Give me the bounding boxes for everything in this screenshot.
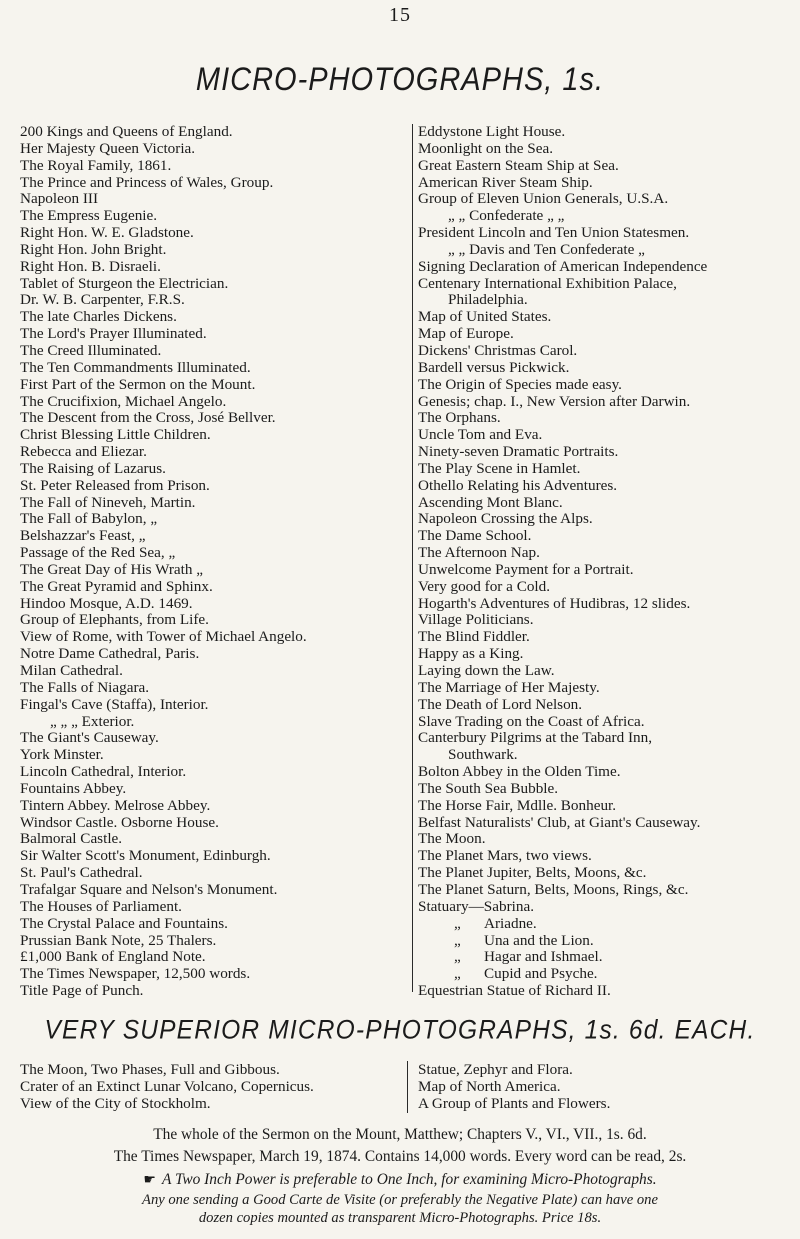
right-list-item [418,966,793,983]
left-list-item: The Lord's Prayer Illuminated. [20,325,207,343]
right-list-item: Slave Trading on the Coast of Africa. [418,712,645,730]
right-list-item: Ascending Mont Blanc. [418,493,563,511]
right-list-item: Belfast Naturalists' Club, at Giant's Causeway. [418,813,701,831]
left-list-item: Sir Walter Scott's Monument, Edinburgh. [20,847,271,865]
left-list-item: Rebecca and Eliezar. [20,443,147,461]
right-list-item: Southwark. [448,746,518,764]
superior-section-title: VERY SUPERIOR MICRO-PHOTOGRAPHS, 1s. 6d. EACH. [44,1015,756,1046]
sermon-line: The whole of the Sermon on the Mount, Matthew; Chapters V., VI., VII., 1s. 6d. [153,1126,647,1143]
left-list-item: The Great Day of His Wrath „ [20,560,203,578]
right-list-item: Equestrian Statue of Richard II. [418,982,611,1000]
left-list-item: Her Majesty Queen Victoria. [20,139,196,157]
left-list-item: Tintern Abbey. Melrose Abbey. [20,796,211,814]
right-list-item: Map of Europe. [418,325,514,343]
left-list-item: Windsor Castle. Osborne House. [20,813,219,831]
power-note [0,1171,800,1189]
superior-right-item: A Group of Plants and Flowers. [418,1095,611,1112]
power-note-text: A Two Inch Power is preferable to One Inch, for examining Micro-Photographs. [161,1171,657,1188]
superior-right-column [418,1061,610,1112]
left-list-item: The Fall of Babylon, „ [20,510,158,528]
right-list-item: Very good for a Cold. [418,577,551,595]
right-list-item: Great Eastern Steam Ship at Sea. [418,156,619,174]
left-list-item: 200 Kings and Queens of England. [20,123,233,140]
ditto-mark: „ [454,931,461,949]
left-list-item: View of Rome, with Tower of Michael Angelo. [20,628,307,646]
right-list-item: Hogarth's Adventures of Hudibras, 12 slides. [418,594,691,612]
left-list-item: Passage of the Red Sea, „ [20,544,176,562]
page-number: 15 [389,4,411,26]
right-list-item: Village Politicians. [418,611,534,629]
left-list-item: Trafalgar Square and Nelson's Monument. [20,880,278,898]
right-list-item: Dickens' Christmas Carol. [418,341,578,359]
left-list-item: The Falls of Niagara. [20,678,150,696]
superior-left-item: The Moon, Two Phases, Full and Gibbous. [20,1061,280,1078]
right-list-item: Ninety-seven Dramatic Portraits. [418,443,619,461]
left-list-item: The Prince and Princess of Wales, Group. [20,173,274,191]
right-list-item: „ „ Davis and Ten Confederate „ [448,240,645,258]
left-list-item: Milan Cathedral. [20,662,123,679]
page-title: MICRO-PHOTOGRAPHS, 1s. [195,62,605,98]
right-list-item: The South Sea Bubble. [418,779,559,797]
right-list-item: The Dame School. [418,527,532,545]
right-list-item: Canterbury Pilgrims at the Tabard Inn, [418,729,653,747]
left-list-item: The Empress Eugenie. [20,207,158,225]
left-list-item: Right Hon. W. E. Gladstone. [20,224,194,242]
right-list-item: The Horse Fair, Mdlle. Bonheur. [418,796,617,814]
right-list-item: The Afternoon Nap. [418,544,540,562]
right-list-item: President Lincoln and Ten Union Statesmen. [418,224,690,242]
left-list-item: Fountains Abbey. [20,779,127,797]
superior-right-item: Statue, Zephyr and Flora. [418,1061,573,1078]
right-list-item: The Death of Lord Nelson. [418,695,583,713]
right-list-item: Laying down the Law. [418,662,555,679]
left-list-item: Napoleon III [20,190,99,208]
right-list-item: The Blind Fiddler. [418,628,530,646]
right-list-item: „ „ Confederate „ „ [448,207,565,225]
right-list-item: The Origin of Species made easy. [418,375,622,393]
left-list-item: York Minster. [20,746,104,764]
left-list-item: St. Peter Released from Prison. [20,476,210,494]
left-list-item: The Houses of Parliament. [20,897,182,915]
column-divider [412,124,413,992]
left-list-item: The Times Newspaper, 12,500 words. [20,965,251,983]
left-list-item: The late Charles Dickens. [20,308,177,326]
superior-left-item: Crater of an Extinct Lunar Volcano, Copernicus. [20,1078,314,1095]
right-list-item: Unwelcome Payment for a Portrait. [418,560,634,578]
carte-de-visite-line-1: Any one sending a Good Carte de Visite (or preferably the Negative Plate) can have one [142,1192,658,1208]
right-list-item: The Orphans. [418,409,501,427]
right-list-item: Signing Declaration of American Independence [418,257,708,275]
right-list-item [418,916,793,933]
superior-left-column [20,1061,314,1112]
left-list-item: The Raising of Lazarus. [20,459,166,477]
superior-left-item: View of the City of Stockholm. [20,1095,211,1112]
right-list-item: Napoleon Crossing the Alps. [418,510,593,528]
right-list-item [418,949,793,966]
right-list-item [418,933,793,950]
left-list-item: The Giant's Causeway. [20,729,159,747]
left-list-item: Right Hon. B. Disraeli. [20,257,161,275]
left-list-item: The Crystal Palace and Fountains. [20,914,228,932]
right-list-item-text: Ariadne. [484,914,537,932]
right-list-item: The Play Scene in Hamlet. [418,459,581,477]
left-list-item: Right Hon. John Bright. [20,240,167,258]
ditto-mark: „ [454,914,461,932]
right-list-item: Happy as a King. [418,645,524,663]
right-list-item: Othello Relating his Adventures. [418,476,618,494]
left-list-item: The Great Pyramid and Sphinx. [20,577,213,595]
right-list-item: Statuary—Sabrina. [418,897,534,915]
left-list-item: Notre Dame Cathedral, Paris. [20,645,200,663]
right-list-item-text: Hagar and Ishmael. [484,948,603,966]
left-list-item: Fingal's Cave (Staffa), Interior. [20,695,209,713]
left-list-item: Balmoral Castle. [20,830,123,848]
left-list-item: St. Paul's Cathedral. [20,864,143,882]
superior-right-item: Map of North America. [418,1078,561,1095]
left-list-item: Lincoln Cathedral, Interior. [20,763,187,781]
ditto-mark: „ [454,948,461,966]
right-list-item: The Moon. [418,830,486,848]
right-list-item: Bolton Abbey in the Olden Time. [418,763,621,781]
left-list-item: The Descent from the Cross, José Bellver. [20,409,276,427]
right-list-item: The Planet Saturn, Belts, Moons, Rings, &c. [418,880,689,898]
right-list-item: Genesis; chap. I., New Version after Darwin. [418,392,691,410]
left-list-item: First Part of the Sermon on the Mount. [20,375,256,393]
right-list-item: Map of United States. [418,308,552,326]
left-list-item: Group of Elephants, from Life. [20,611,209,629]
left-list-item: Belshazzar's Feast, „ [20,527,146,545]
carte-de-visite-line-2: dozen copies mounted as transparent Micro-Photographs. Price 18s. [198,1210,602,1226]
left-list-item: Dr. W. B. Carpenter, F.R.S. [20,291,185,309]
left-list-item: The Fall of Nineveh, Martin. [20,493,196,511]
right-list-item: Group of Eleven Union Generals, U.S.A. [418,190,669,208]
left-list-item: Hindoo Mosque, A.D. 1469. [20,594,193,612]
right-column [418,124,793,1000]
left-list-item: £1,000 Bank of England Note. [20,948,206,966]
right-list-item: Uncle Tom and Eva. [418,426,543,444]
left-list-item: The Ten Commandments Illuminated. [20,358,251,376]
right-list-item: American River Steam Ship. [418,173,593,191]
right-list-item-text: Cupid and Psyche. [484,965,598,983]
superior-column-divider [407,1061,408,1113]
right-list-item: Moonlight on the Sea. [418,139,553,157]
left-list-item: Tablet of Sturgeon the Electrician. [20,274,229,292]
right-list-item: The Planet Mars, two views. [418,847,592,865]
right-list-item: Philadelphia. [448,291,528,309]
left-list-item: Prussian Bank Note, 25 Thalers. [20,931,217,949]
right-list-item: Eddystone Light House. [418,123,566,140]
left-list-item: The Crucifixion, Michael Angelo. [20,392,227,410]
left-list-item: The Creed Illuminated. [20,341,162,359]
right-list-item: Centenary International Exhibition Palace, [418,274,677,292]
pointing-hand-icon: ☛ [143,1173,156,1188]
left-list-item: The Royal Family, 1861. [20,156,172,174]
left-column [20,124,408,1000]
times-newspaper-line: The Times Newspaper, March 19, 1874. Contains 14,000 words. Every word can be read, 2s. [113,1148,687,1165]
right-list-item-text: Una and the Lion. [484,931,594,949]
right-list-item: The Planet Jupiter, Belts, Moons, &c. [418,864,647,882]
ditto-mark: „ [454,965,461,983]
left-list-item: Christ Blessing Little Children. [20,426,211,444]
right-list-item: The Marriage of Her Majesty. [418,678,600,696]
left-list-item: Title Page of Punch. [20,982,144,1000]
left-list-item: „ „ „ Exterior. [50,712,135,730]
right-list-item: Bardell versus Pickwick. [418,358,570,376]
